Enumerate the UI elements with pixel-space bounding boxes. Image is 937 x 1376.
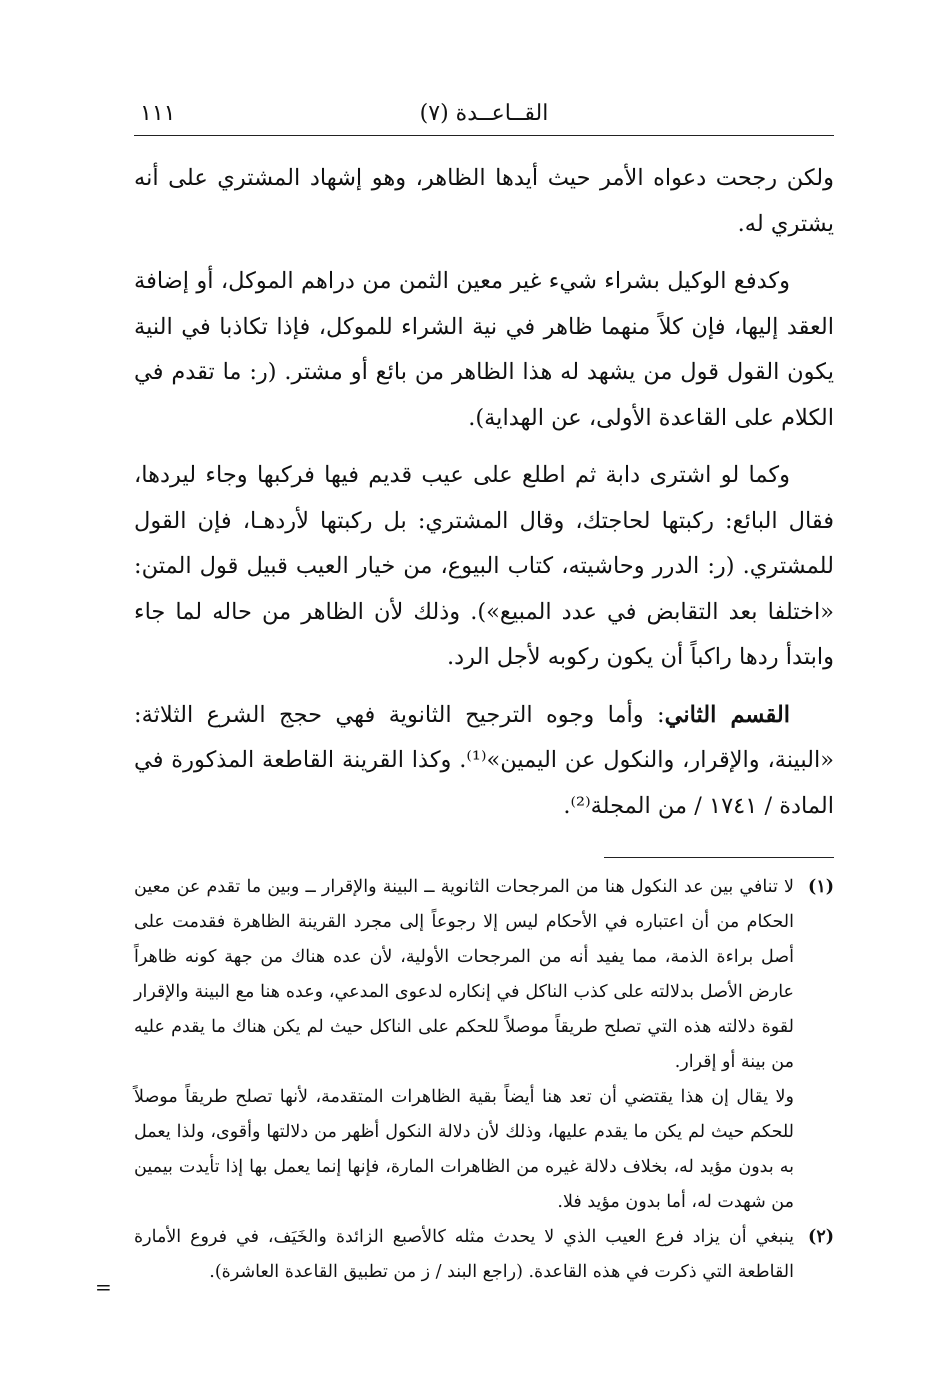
running-title: القــاعــدة (٧) — [419, 101, 549, 126]
paragraph-4-text: : وأما وجوه الترجيح الثانوية فهي حجج الشرع الثلاثة: «البينة، والإقرار، والنكول عن اليمين»⁽¹⁾. وكذا القرينة القاطعة المذكورة في المادة / ١٧٤١ / من المجلة⁽²⁾. — [134, 701, 835, 819]
footnote-2 — [134, 1220, 834, 1290]
footnote-1-para-b: ولا يقال إن هذا يقتضي أن تعد هنا أيضاً بقية الظاهرات المتقدمة، لأنها تصلح طريقاً موصلاً للحكم حيث لم يكن ما يقدم عليها، وذلك لأن دلالة النكول أظهر من دلالتها وأقوى، ولذا يعمل به بدون مؤيد له، بخلاف دلالة غيره من الظاهرات المارة، فإنها إنما يعمل بها إذا تأيدت بيمين من شهدت له، أما بدون مؤيد فلا. — [134, 1087, 794, 1212]
footnote-1-body — [134, 870, 794, 1220]
section-heading: القسم الثاني — [664, 701, 790, 728]
main-text — [134, 156, 834, 829]
footnotes — [134, 870, 834, 1290]
footnote-2-para: ينبغي أن يزاد فرع العيب الذي لا يحدث مثله كالأصبع الزائدة والخَيَف، في فروع الأمارة القاطعة التي ذكرت في هذه القاعدة. (راجع البند / ز من تطبيق القاعدة العاشرة). — [134, 1227, 794, 1282]
page-number: ١١١ — [140, 101, 176, 126]
footnote-1-label: (١) — [808, 877, 834, 897]
page-header — [134, 95, 834, 136]
footnote-2-body — [134, 1220, 794, 1290]
paragraph-1: ولكن رجحت دعواه الأمر حيث أيدها الظاهر، وهو إشهاد المشتري على أنه يشتري له. — [134, 165, 834, 237]
paragraph-4 — [134, 693, 834, 830]
paragraph-3: وكما لو اشترى دابة ثم اطلع على عيب قديم فيها فركبها وجاء ليردها، فقال البائع: ركبتها لحاجتك، وقال المشتري: بل ركبتها لأردهـا، فإن القول للمشتري. (ر: الدرر وحاشيته، كتاب البيوع، من خيار العيب قبيل قول المتن: «اختلفا بعد التقابض في عدد المبيع»). وذلك لأن الظاهر من حاله لما جاء وابتدأ ردها راكباً أن يكون ركوبه لأجل الرد. — [134, 462, 834, 670]
footnote-1-para-a: لا تنافي بين عد النكول هنا من المرجحات الثانوية ــ البينة والإقرار ــ وبين ما تقدم عن معين الحكام من أن اعتباره في الأحكام ليس إلا رجوعاً إلى مجرد القرينة الظاهرة فقدمت على أصل براءة الذمة، مما يفيد أنه من المرجحات الأولية، لأن عده هناك من جهة كونه ظاهراً عارض الأصل بدلالته على كذب الناكل في إنكاره لدعوى المدعي، وعده هنا مع البينة والإقرار لقوة دلالته هذه التي تصلح طريقاً موصلاً للحكم على الناكل حيث لم يكن هناك ما يقدم عليه من بينة أو إقرار. — [134, 877, 794, 1072]
margin-mark: = — [95, 1275, 112, 1299]
footnote-1 — [134, 870, 834, 1220]
footnote-2-label: (٢) — [808, 1227, 834, 1247]
book-page — [134, 95, 834, 1345]
paragraph-2: وكدفع الوكيل بشراء شيء غير معين الثمن من دراهم الموكل، أو إضافة العقد إليها، فإن كلاً منهما ظاهر في نية الشراء للموكل، فإذا تكاذبا في النية يكون القول قول من يشهد له هذا الظاهر من بائع أو مشتر. (ر: ما تقدم في الكلام على القاعدة الأولى، عن الهداية). — [134, 268, 834, 431]
footnote-separator — [604, 857, 834, 858]
